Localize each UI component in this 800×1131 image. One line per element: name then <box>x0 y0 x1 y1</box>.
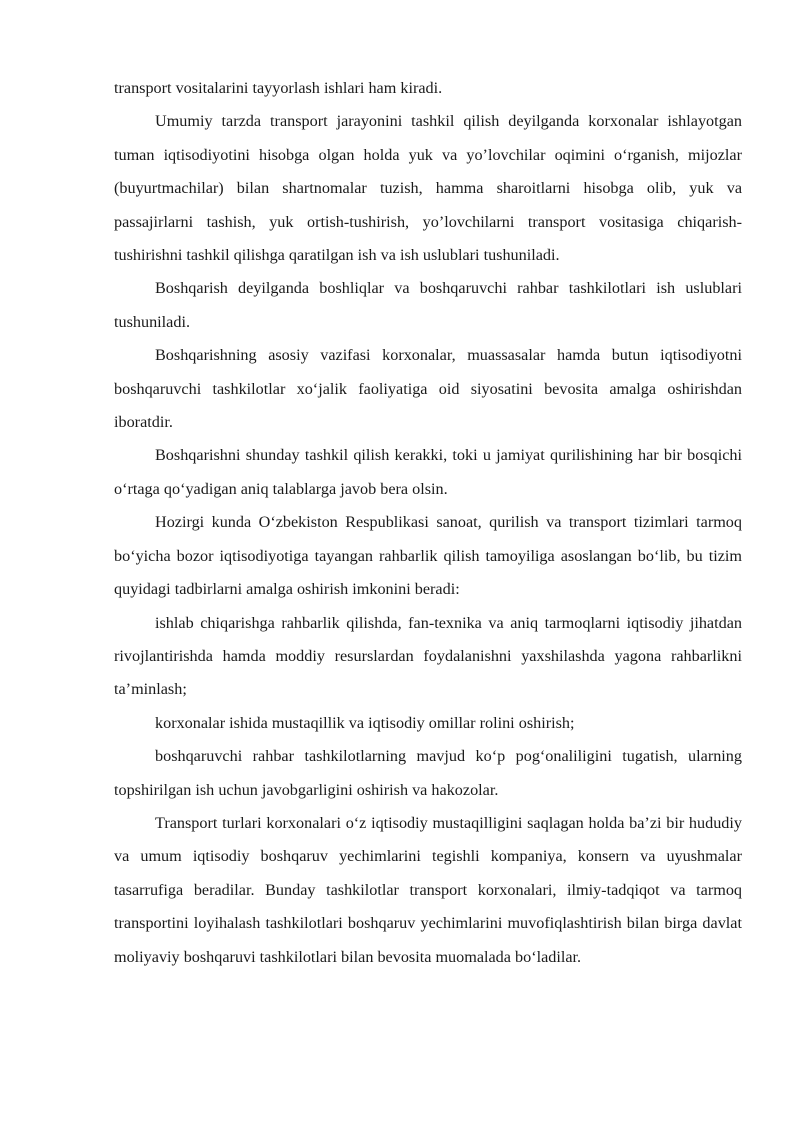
paragraph-continuation: transport vositalarini tayyorlash ishlari ham kiradi. <box>114 79 443 97</box>
list-item-independence: korxonalar ishida mustaqillik va iqtisodiy omillar rolini oshirish; <box>155 713 575 732</box>
paragraph-management-task: Boshqarishning asosiy vazifasi korxonalar, muassasalar hamda butun iqtisodiyotni boshqaruvchi tashkilotlar xo‘jalik faoliyatiga oid siyosatini bevosita amalga oshirishdan iboratdir. <box>114 346 742 432</box>
paragraph-management-definition: Boshqarish deyilganda boshliqlar va boshqaruvchi rahbar tashkilotlari ish uslublari tushuniladi. <box>114 279 742 331</box>
paragraph-management-organization: Boshqarishni shunday tashkil qilish kerakki, toki u jamiyat qurilishining har bir bosqichi o‘rtaga qo‘yadigan aniq talablarga javob bera olsin. <box>114 446 742 498</box>
paragraph-transport-process: Umumiy tarzda transport jarayonini tashkil qilish deyilganda korxonalar ishlayotgan tuman iqtisodiyotini hisobga olgan holda yuk va yo’lovchilar oqimini o‘rganish, mijozlar (buyurtmachilar) bilan shartnomalar tuzish, hamma sharoitlarni hisobga olib, yuk va passajirlarni tashish, yuk ortish-tushirish, yo’lovchilarni transport vositasiga chiqarish-tushirishni tashkil qilishga qaratilgan ish va ish uslublari tushuniladi. <box>114 112 742 265</box>
list-item-hierarchy: boshqaruvchi rahbar tashkilotlarning mavjud ko‘p pog‘onaliligini tugatish, ularning topshirilgan ish uchun javobgarligini oshirish va hakozolar. <box>114 747 742 799</box>
document-page <box>114 72 742 974</box>
paragraph-uzbekistan-system: Hozirgi kunda O‘zbekiston Respublikasi sanoat, qurilish va transport tizimlari tarmoq bo‘yicha bozor iqtisodiyotiga tayangan rahbarlik qilish tamoyiliga asoslangan bo‘lib, bu tizim quyidagi tadbirlarni amalga oshirish imkonini beradi: <box>114 513 742 599</box>
list-item-leadership: ishlab chiqarishga rahbarlik qilishda, fan-texnika va aniq tarmoqlarni iqtisodiy jihatdan rivojlantirishda hamda moddiy resurslardan foydalanishni yaxshilashda yagona rahbarlikni ta’minlash; <box>114 613 742 699</box>
paragraph-transport-enterprises: Transport turlari korxonalari o‘z iqtisodiy mustaqilligini saqlagan holda ba’zi bir hududiy va umum iqtisodiy boshqaruv yechimlarini tegishli kompaniya, konsern va uyushmalar tasarrufiga beradilar. Bunday tashkilotlar transport korxonalari, ilmiy-tadqiqot va tarmoq transportini loyihalash tashkilotlari boshqaruv yechimlarini muvofiqlashtirish bilan birga davlat moliyaviy boshqaruvi tashkilotlari bilan bevosita muomalada bo‘ladilar. <box>114 813 742 966</box>
